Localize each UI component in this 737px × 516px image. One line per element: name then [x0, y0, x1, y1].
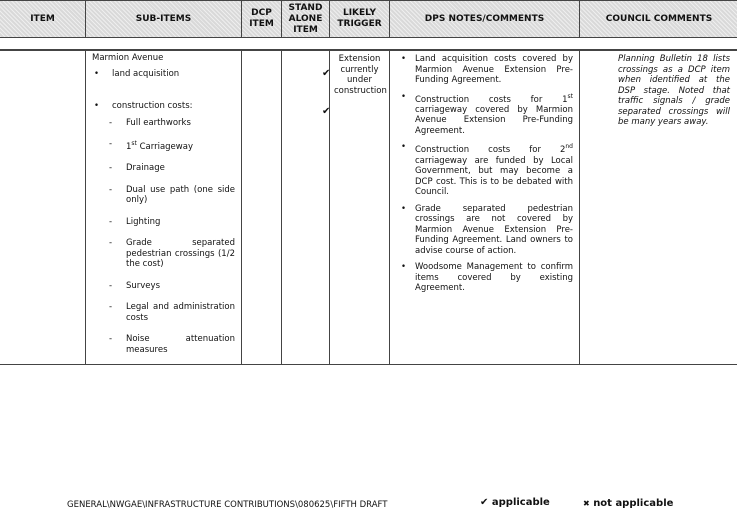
cost-item: - 1st Carriageway	[126, 139, 235, 152]
header-likely-trigger: LIKELY TRIGGER	[329, 0, 390, 38]
check-icon: ✔	[322, 68, 331, 79]
cost-item: - Legal and administration costs	[126, 302, 235, 323]
sub-item-title: Marmion Avenue	[92, 53, 164, 63]
cost-item: - Noise attenuation measures	[126, 334, 235, 355]
dps-note: • Construction costs for 1st carriageway covered by Marmion Avenue Extension Pre-Funding Agreement.	[415, 92, 573, 137]
cell-council-comments: Planning Bulletin 18 lists crossings as a DCP item when identified at the DSP stage. Noted that traffic signals / grade separated crossings will be many years away.	[579, 50, 737, 365]
dps-note: • Grade separated pedestrian crossings are not covered by Marmion Avenue Extension Pre-Funding Agreement. Land owners to advise course of action.	[415, 204, 573, 257]
bullet-construction-costs: • construction costs:	[94, 101, 193, 111]
dps-note: • Land acquisition costs covered by Marmion Avenue Extension Pre-Funding Agreement.	[415, 54, 573, 86]
footer-path: GENERAL\NWGAE\INFRASTRUCTURE CONTRIBUTIONS\080625\FIFTH DRAFT	[67, 500, 388, 510]
header-council-comments: COUNCIL COMMENTS	[579, 0, 737, 38]
cost-item: - Drainage	[126, 163, 235, 174]
cost-item: - Full earthworks	[126, 118, 235, 129]
cross-icon: ✖	[583, 499, 590, 508]
header-gap	[0, 38, 737, 50]
dps-note: • Woodsome Management to confirm items covered by existing Agreement.	[415, 262, 573, 294]
header-sub-items: SUB-ITEMS	[85, 0, 242, 38]
cell-dcp-item	[241, 50, 282, 365]
cell-sub-items	[85, 50, 242, 365]
applicable-label: applicable	[491, 497, 550, 508]
construction-costs-list	[92, 118, 237, 356]
header-dcp-item: DCP ITEM	[241, 0, 282, 38]
cell-item	[0, 50, 86, 365]
header-item: ITEM	[0, 0, 86, 38]
cost-item: - Surveys	[126, 281, 235, 292]
cost-item: - Dual use path (one side only)	[126, 185, 235, 206]
check-icon: ✔	[480, 497, 489, 508]
cost-item: - Lighting	[126, 217, 235, 228]
cost-item: - Grade separated pedestrian crossings (1/2 the cost)	[126, 238, 235, 270]
header-dps-notes: DPS NOTES/COMMENTS	[389, 0, 580, 38]
cell-dps-notes	[389, 50, 580, 365]
cell-stand-alone	[281, 50, 330, 365]
footer-not-applicable	[583, 498, 673, 509]
header-stand-alone-item: STAND ALONE ITEM	[281, 0, 330, 38]
dps-notes-list	[415, 54, 573, 294]
bullet-land-acquisition: • land acquisition	[94, 68, 180, 79]
footer-applicable	[480, 497, 550, 508]
not-applicable-label: not applicable	[593, 498, 674, 509]
cell-likely-trigger: Extension currently under construction	[329, 50, 390, 365]
dps-note: • Construction costs for 2nd carriageway are funded by Local Government, but may become a DCP cost. This is to be debated with Council.	[415, 142, 573, 197]
check-icon: ✔	[322, 106, 331, 117]
